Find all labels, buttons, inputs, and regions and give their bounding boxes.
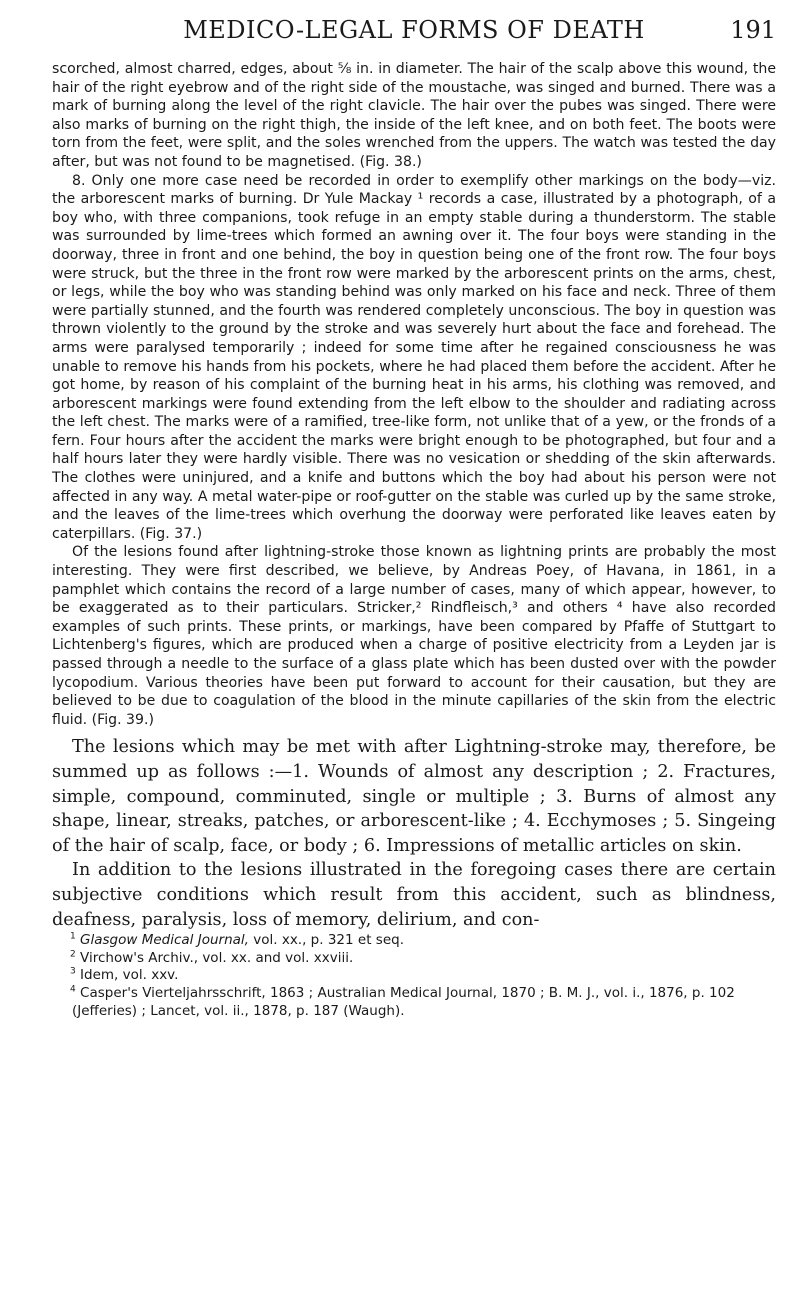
footnote [52, 950, 776, 968]
footnote [52, 932, 776, 950]
footnote-mark: 3 [70, 966, 76, 977]
small-type-section [52, 60, 776, 729]
paragraph-lightning-prints: Of the lesions found after lightning-stroke those known as lightning prints are probably the most interesting. They were first described, we believe, by Andreas Poey, of Havana, in 1861, in a pamphlet which contains the record of a large number of cases, many of which appear, however, to be exaggerated as to their particulars. Stricker,² Rindfleisch,³ and others ⁴ have also recorded examples of such prints. These prints, or markings, have been compared by Pfaffe of Stuttgart to Lichtenberg's figures, which are produced when a charge of positive electricity from a Leyden jar is passed through a needle to the surface of a glass plate which has been dusted over with the powder lycopodium. Various theories have been put forward to account for their causation, but they are believed to be due to coagulation of the blood in the minute capillaries of the skin from the electric fluid. (Fig. 39.) [52, 544, 776, 728]
paragraph-case-8: 8. Only one more case need be recorded in order to exemplify other markings on the body—viz. the arborescent marks of burning. Dr Yule Mackay ¹ records a case, illustrated by a photograph, of a boy who, with three companions, took refuge in an empty stable during a thunderstorm. The stable was surrounded by lime-trees which formed an awning over it. The four boys were standing in the doorway, three in front and one behind, the boy in question being one of the front row. The four boys were struck, but the three in the front row were marked by the arborescent prints on the arms, chest, or legs, while the boy who was standing behind was only marked on his face and neck. Three of them were partially stunned, and the fourth was rendered completely unconscious. The boy in question was thrown violently to the ground by the stroke and was severely hurt about the face and forehead. The arms were paralysed temporarily ; indeed for some time after he regained consciousness he was unable to remove his hands from his pockets, where he had placed them before the accident. After he got home, by reason of his complaint of the burning heat in his arms, his clothing was removed, and arborescent markings were found extending from the left elbow to the shoulder and radiating across the left chest. The marks were of a ramified, tree-like form, not unlike that of a yew, or the fronds of a fern. Four hours after the accident the marks were bright enough to be photographed, but four and a half hours later they were hardly visible. There was no vesication or shedding of the skin afterwards. The clothes were uninjured, and a knife and buttons which the boy had about his person were not affected in any way. A metal water-pipe or roof-gutter on the stable was curled up by the same stroke, and the leaves of the lime-trees which overhung the doorway were perforated like leaves eaten by caterpillars. (Fig. 37.) [52, 172, 776, 542]
footnote-mark: 2 [70, 949, 76, 960]
footnote-text: Virchow's Archiv., vol. xx. and vol. xxviii. [80, 949, 354, 966]
running-head-title: MEDICO-LEGAL FORMS OF DEATH [183, 16, 645, 44]
large-type-section [52, 735, 776, 932]
footnotes [52, 932, 776, 1020]
footnote-text: Idem, vol. xxv. [80, 967, 179, 984]
page-number: 191 [730, 16, 776, 44]
footnote-text: Casper's Vierteljahrsschrift, 1863 ; Australian Medical Journal, 1870 ; B. M. J., vol. i., 1876, p. 102 (Jefferies) ; Lancet, vol. ii., 1878, p. 187 (Waugh). [72, 984, 735, 1019]
footnote-text: vol. xx., p. 321 et seq. [248, 932, 404, 949]
footnote-mark: 1 [70, 931, 76, 942]
paragraph-lesions-summary: The lesions which may be met with after Lightning-stroke may, therefore, be summed up as follows :—1. Wounds of almost any description ; 2. Fractures, simple, compound, comminuted, single or multiple ; 3. Burns of almost any shape, linear, streaks, patches, or arborescent-like ; 4. Ecchymoses ; 5. Singeing of the hair of scalp, face, or body ; 6. Impressions of metallic articles on skin. [52, 737, 776, 856]
footnote-mark: 4 [70, 984, 76, 995]
paragraph-subjective-conditions: In addition to the lesions illustrated in the foregoing cases there are certain subjective conditions which result from this accident, such as blindness, deafness, paralysis, loss of memory, delirium, and con- [52, 860, 776, 930]
footnote-journal: Glasgow Medical Journal, [80, 932, 249, 949]
paragraph-case-7-continued: scorched, almost charred, edges, about ⅝ in. in diameter. The hair of the scalp above this wound, the hair of the right eyebrow and of the right side of the moustache, was singed and burned. There was a mark of burning along the level of the right clavicle. The hair over the pubes was singed. There were also marks of burning on the right thigh, the inside of the left knee, and on both feet. The boots were torn from the feet, were split, and the soles wrenched from the uppers. The watch was tested the day after, but was not found to be magnetised. (Fig. 38.) [52, 61, 776, 170]
book-page [52, 0, 776, 1020]
running-head [52, 16, 776, 60]
footnote [52, 985, 776, 1020]
footnote [52, 967, 776, 985]
